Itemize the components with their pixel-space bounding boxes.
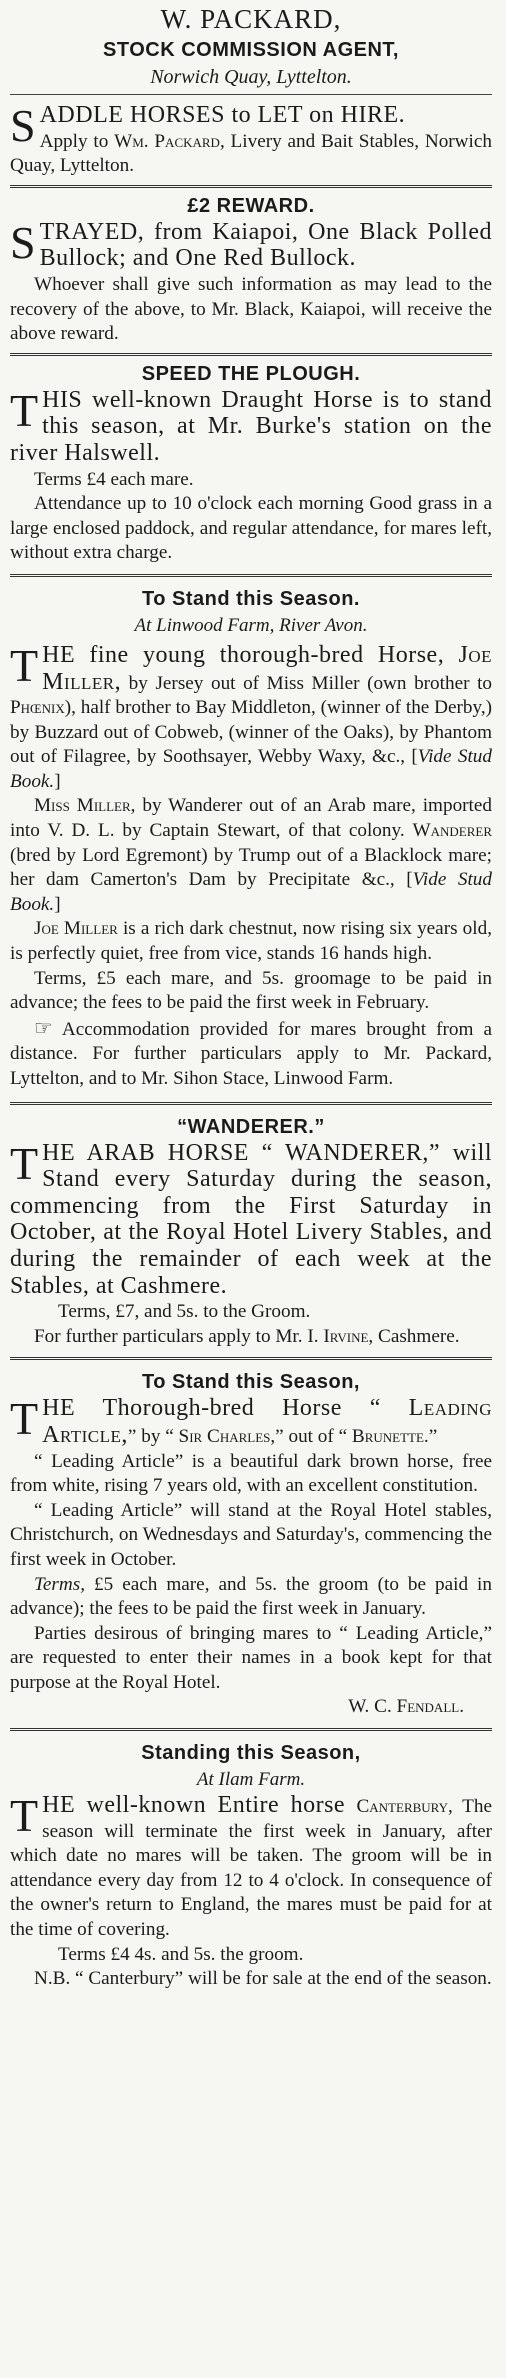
drop-capital: T [10, 1393, 39, 1445]
bracket: ] [54, 770, 61, 792]
joe-accommodation: Accommodation provided for mares brought from a distance. For further particulars apply to Mr. Packard, Lyttelton, and to Mr. Sihon Stace, Linwood Farm. [10, 1018, 492, 1089]
leading-para2: “ Leading Article” is a beautiful dark brown horse, free from white, rising 7 years old, with an excellent constitution. [10, 1450, 492, 1497]
leading-para1-out: ” out of “ [275, 1425, 352, 1447]
packard-address: Norwich Quay, Lyttelton. [150, 66, 352, 88]
saddle-body-end: Livery and Bait Stables, Norwich Quay, Lyttelton. [10, 130, 492, 177]
joe-terms: Terms, £5 each mare, and 5s. groomage to be paid in advance; the fees to be paid the first week in February. [10, 967, 492, 1014]
joe-para1-start: HE fine young thorough-bred Horse, [42, 641, 459, 668]
saddle-body: Apply to [39, 130, 115, 152]
terms-label: Terms, [34, 1573, 86, 1595]
quote-close: ” [428, 1425, 438, 1447]
joe-miller-name: Joe Miller [34, 918, 118, 940]
canterbury-name: Canterbury, [356, 1796, 453, 1818]
canterbury-advertisement [10, 1731, 492, 1992]
joe-miller-advertisement [10, 577, 492, 1105]
wanderer-terms: Terms, £7, and 5s. to the Groom. [58, 1301, 311, 1323]
canterbury-para1: The season will terminate the first week in January, after which date no mares will be taken. The groom will be in attendance every day from 12 to 4 o'clock. In consequence of the owner's return to England, the mares must be paid for at the time of covering. [10, 1796, 492, 1941]
drop-capital: S [10, 100, 36, 151]
plough-advertisement [10, 356, 492, 577]
plough-para2: Attendance up to 10 o'clock each morning Good grass in a large enclosed paddock, and regular attendance, for mares left, without extra charge. [10, 493, 492, 564]
joe-para1-middle: by Jersey out of Miss Miller (own brother to [121, 672, 492, 694]
joe-para1-end: ), half brother to Bay Middleton, (winner of the Derby,) by Buzzard out of Cobweb, (winner of the Oaks), by Phantom out of Filagree, by Soothsayer, Webby Waxy, &c., [ [10, 697, 492, 768]
saddle-horses-advertisement [10, 95, 492, 188]
wanderer-para2-end: Cashmere. [373, 1325, 460, 1347]
irvine-name: Irvine, [323, 1325, 374, 1347]
canterbury-terms: Terms £4 4s. and 5s. the groom. [58, 1943, 304, 1965]
phoenix-name: Phœnix [10, 697, 65, 719]
leading-article-advertisement [10, 1360, 492, 1731]
packard-name: W. PACKARD, [160, 4, 342, 34]
drop-capital: S [10, 216, 36, 268]
leading-para5: Parties desirous of bringing mares to “ Leading Article,” are requested to enter their names in a book kept for that purpose at the Royal Hotel. [10, 1622, 492, 1693]
pointing-hand-icon: ☞ [34, 1015, 53, 1040]
brunette-name: Brunette. [351, 1425, 429, 1447]
signature: W. C. Fendall. [348, 1696, 464, 1718]
packard-name-inline: Wm. Packard, [114, 130, 225, 152]
leading-para1-start: HE Thorough-bred Horse “ [42, 1395, 409, 1422]
plough-heading: SPEED THE PLOUGH. [141, 362, 361, 385]
packard-advertisement [10, 0, 492, 95]
leading-article-name: Leading Article, [42, 1395, 492, 1448]
canterbury-para1-start: HE well-known Entire horse [42, 1792, 357, 1819]
reward-para2: Whoever shall give such information as may lead to the recovery of the above, to Mr. Black, Kaiapoi, will receive the above reward. [10, 273, 492, 345]
wanderer-advertisement [10, 1105, 492, 1361]
reward-advertisement [10, 188, 492, 356]
leading-terms: £5 each mare, and 5s. the groom (to be paid in advance); the fees to be paid the first week in January. [10, 1573, 492, 1620]
wanderer-para2: For further particulars apply to Mr. I. [34, 1325, 324, 1347]
leading-para1-by: ” by “ [127, 1425, 179, 1447]
packard-title: STOCK COMMISSION AGENT, [103, 39, 399, 61]
stud-book-reference: Vide Stud Book. [10, 746, 492, 792]
canterbury-heading: Standing this Season, [141, 1742, 361, 1765]
stud-book-reference: Vide Stud Book. [10, 869, 492, 915]
joe-location: At Linwood Farm, River Avon. [134, 614, 368, 636]
saddle-headline: ADDLE HORSES to LET on HIRE. [39, 102, 406, 128]
drop-capital: T [10, 384, 39, 436]
reward-para1: TRAYED, from Kaiapoi, One Black Polled Bullock; and One Red Bullock. [39, 218, 492, 272]
joe-para3: is a rich dark chestnut, now rising six years old, is perfectly quiet, free from vice, stands 16 hands high. [10, 918, 492, 965]
drop-capital: T [10, 639, 39, 691]
joe-para2-end: (bred by Lord Egremont) by Trump out of a Blacklock mare; her dam Camerton's Dam by Precipitate &c., [ [10, 844, 492, 891]
reward-heading: £2 REWARD. [187, 194, 315, 217]
bracket: ] [54, 893, 61, 915]
plough-para1: HIS well-known Draught Horse is to stand this season, at Mr. Burke's station on the river Halswell. [10, 386, 492, 466]
joe-para2-start: by Wanderer out of an Arab mare, imported into V. D. L. by Captain Stewart, of that colony. [10, 795, 492, 842]
wanderer-name: Wanderer [412, 820, 492, 842]
canterbury-nb: N.B. “ Canterbury” will be for sale at the end of the season. [34, 1968, 492, 1990]
wanderer-heading: “WANDERER.” [177, 1115, 325, 1138]
miss-miller-name: Miss Miller, [34, 795, 136, 817]
sir-charles-name: Sir Charles, [178, 1425, 276, 1447]
drop-capital: T [10, 1790, 39, 1842]
wanderer-para1: HE ARAB HORSE “ WANDERER,” will Stand every Saturday during the season, commencing from the First Saturday in October, at the Royal Hotel Livery Stables, and during the remainder of each week at the Stables, at Cashmere. [10, 1139, 492, 1299]
joe-heading: To Stand this Season. [142, 587, 360, 610]
canterbury-location: At Ilam Farm. [196, 1769, 306, 1791]
drop-capital: T [10, 1137, 39, 1189]
plough-terms: Terms £4 each mare. [34, 468, 194, 490]
leading-heading: To Stand this Season, [142, 1371, 360, 1394]
joe-miller-name: Joe Miller, [42, 641, 492, 695]
leading-para3: “ Leading Article” will stand at the Royal Hotel stables, Christchurch, on Wednesdays and Saturday's, commencing the first week in October. [10, 1499, 492, 1570]
